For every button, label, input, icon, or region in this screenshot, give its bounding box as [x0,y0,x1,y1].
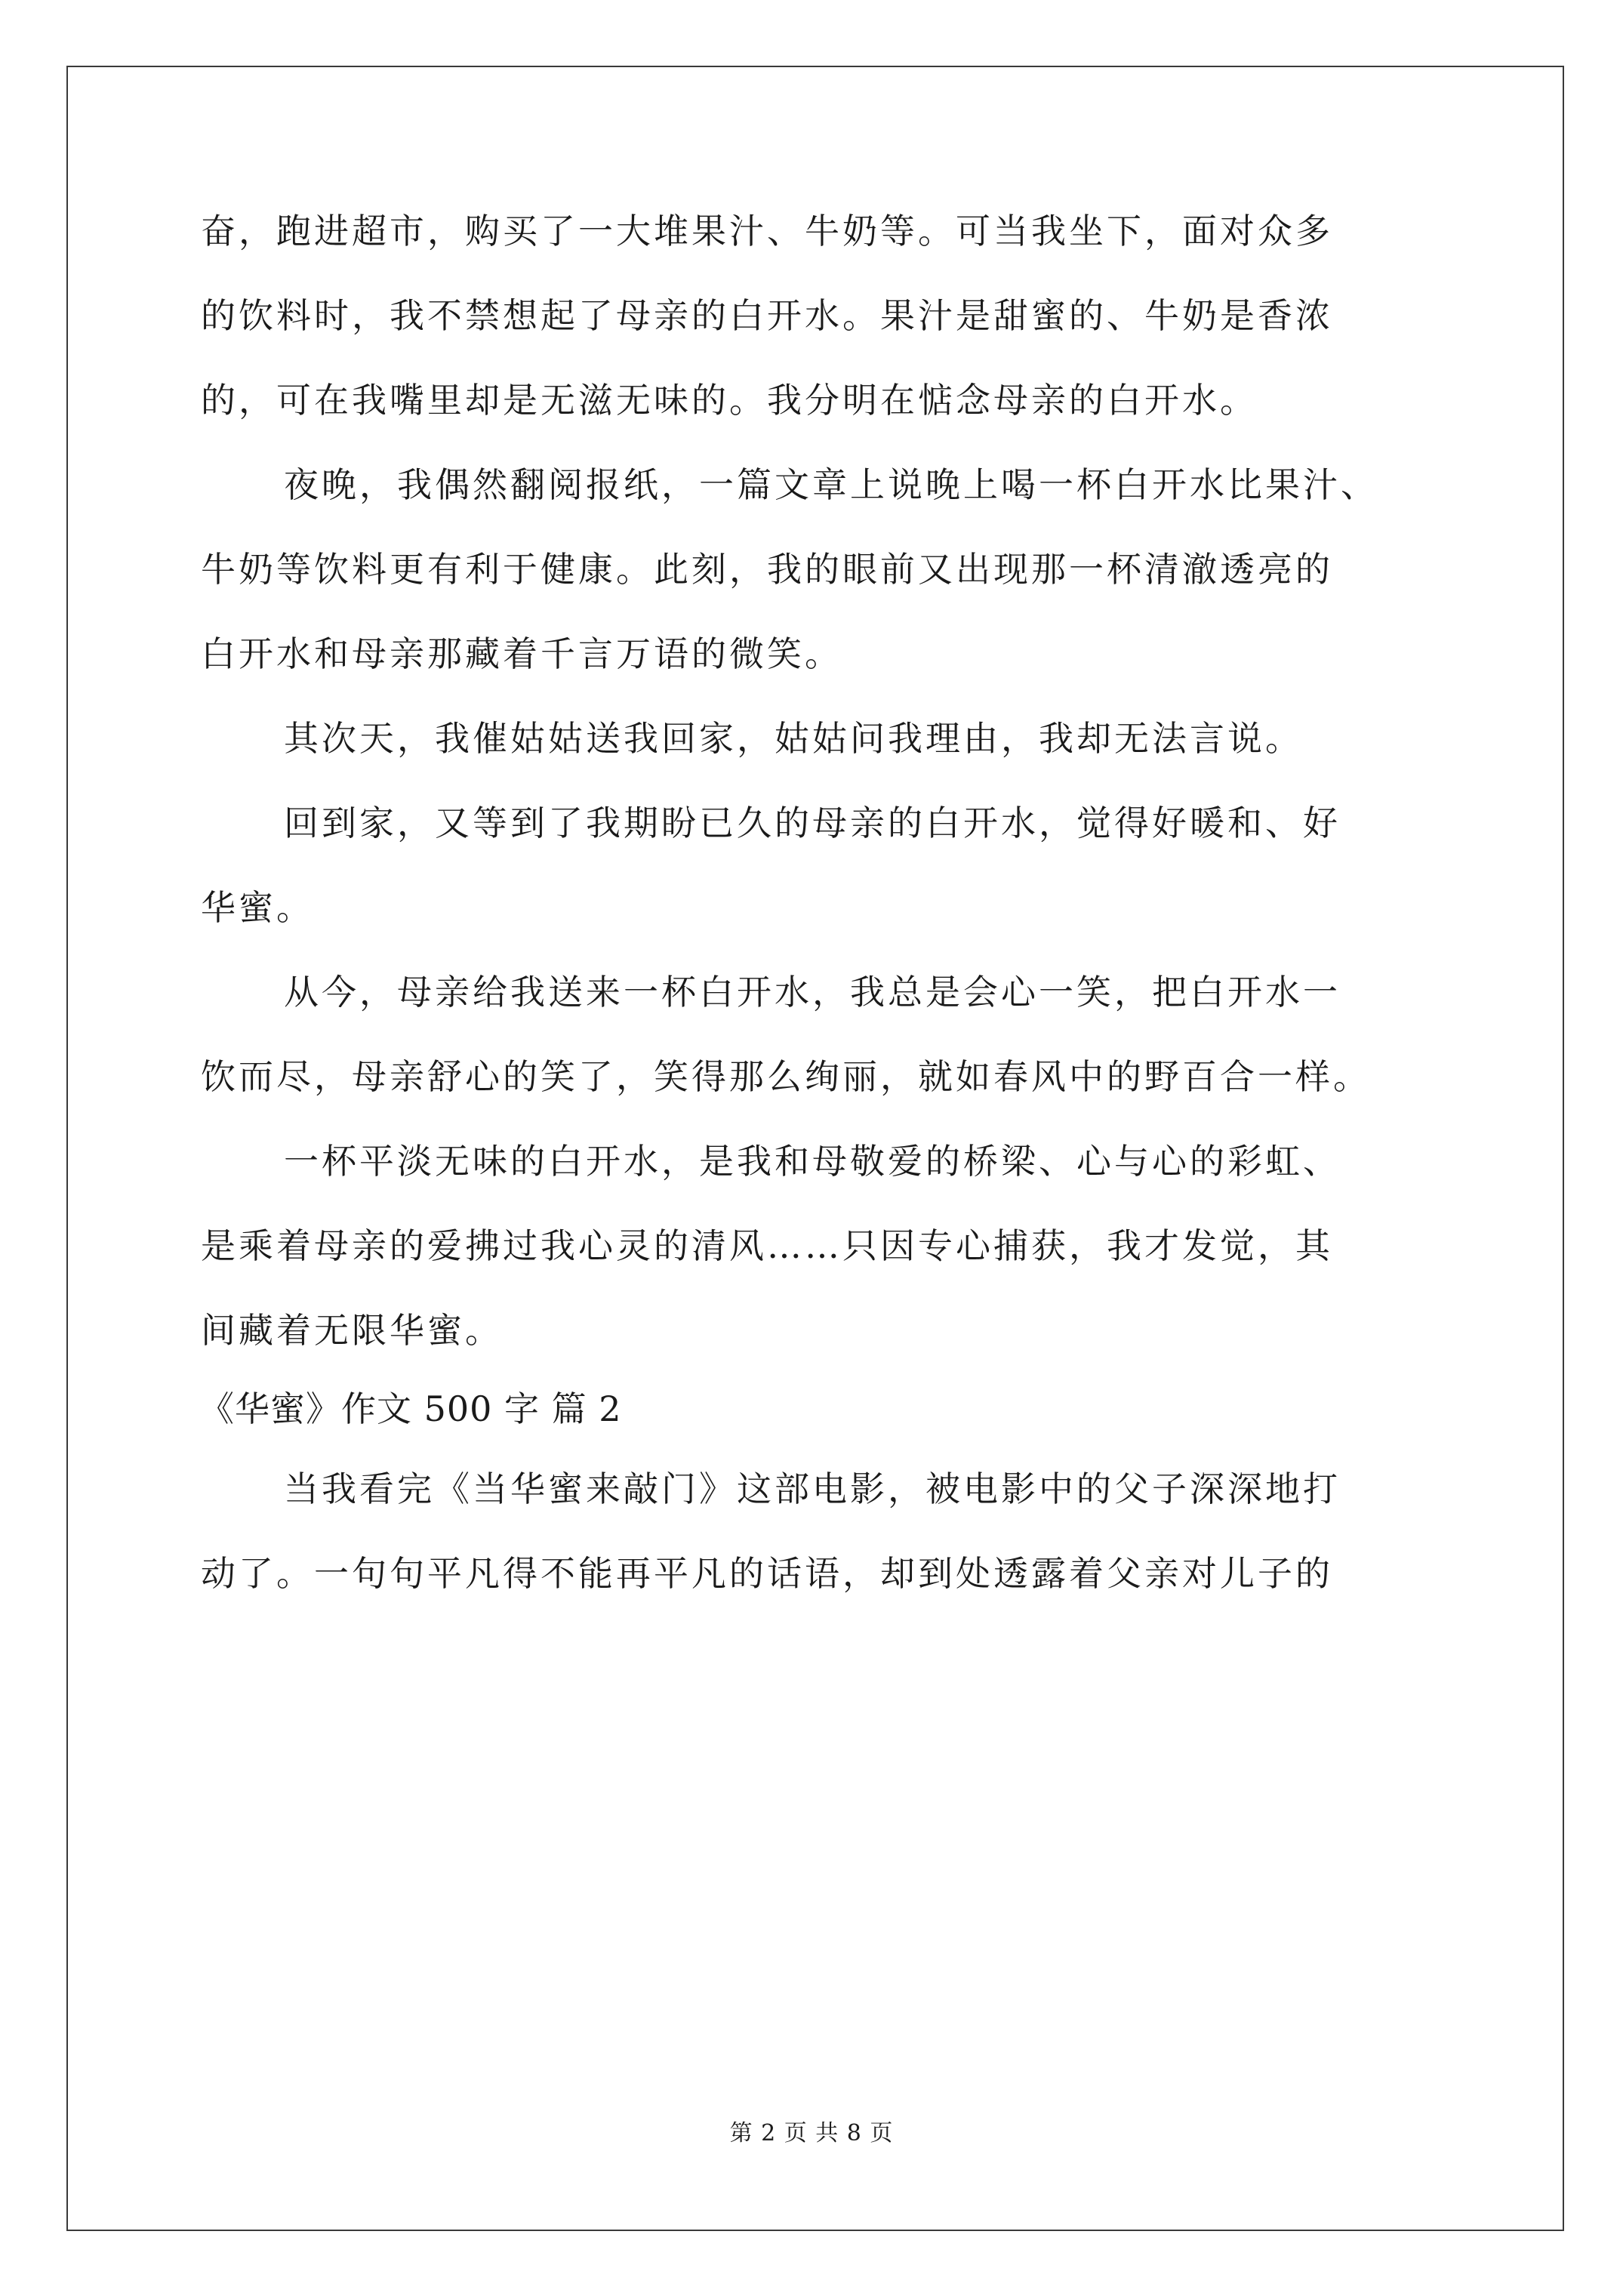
text-line: 饮而尽，母亲舒心的笑了，笑得那么绚丽，就如春风中的野百合一样。 [201,1056,1371,1097]
paragraph-start: 回到家，又等到了我期盼已久的母亲的白开水，觉得好暖和、好 [284,803,1341,843]
paragraph-start: 当我看完《当华蜜来敲门》这部电影，被电影中的父子深深地打 [284,1469,1341,1509]
text-line: 牛奶等饮料更有利于健康。此刻，我的眼前又出现那一杯清澈透亮的 [201,549,1333,590]
paragraph-start: 夜晚，我偶然翻阅报纸，一篇文章上说晚上喝一杯白开水比果汁、 [284,464,1378,505]
text-line: 的，可在我嘴里却是无滋无味的。我分明在惦念母亲的白开水。 [201,380,1258,421]
text-line: 动了。一句句平凡得不能再平凡的话语，却到处透露着父亲对儿子的 [201,1553,1333,1594]
text-line: 的饮料时，我不禁想起了母亲的白开水。果汁是甜蜜的、牛奶是香浓 [201,295,1333,336]
text-line: 白开水和母亲那藏着千言万语的微笑。 [201,633,842,674]
paragraph-start: 其次天，我催姑姑送我回家，姑姑问我理由，我却无法言说。 [284,718,1303,759]
text-line: 是乘着母亲的爱拂过我心灵的清风……只因专心捕获，我才发觉，其 [201,1225,1333,1266]
text-line: 奋，跑进超市，购买了一大堆果汁、牛奶等。可当我坐下，面对众多 [201,211,1333,251]
text-line: 华蜜。 [201,887,314,928]
section-heading: 《华蜜》作文 500 字 篇 2 [199,1388,622,1429]
paragraph-start: 从今，母亲给我送来一杯白开水，我总是会心一笑，把白开水一 [284,972,1341,1012]
paragraph-start: 一杯平淡无味的白开水，是我和母敬爱的桥梁、心与心的彩虹、 [284,1141,1341,1182]
text-line: 间藏着无限华蜜。 [201,1310,503,1351]
page-number-footer: 第 2 页 共 8 页 [729,2120,894,2147]
